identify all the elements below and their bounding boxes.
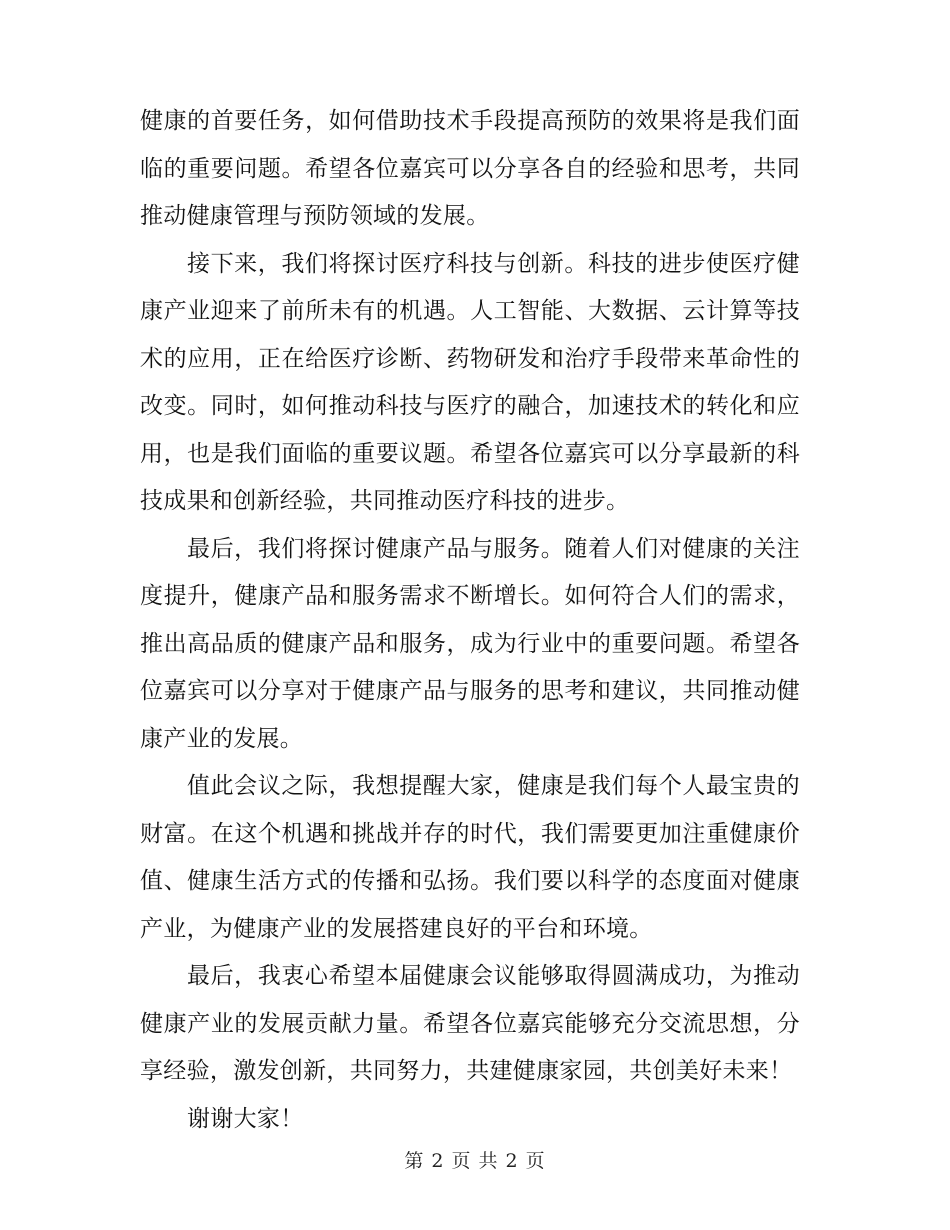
paragraph-3: 最后，我们将探讨健康产品与服务。随着人们对健康的关注度提升，健康产品和服务需求不断增长。如何符合人们的需求，推出高品质的健康产品和服务，成为行业中的重要问题。希望各位嘉宾可以分享对于健康产品与服务的思考和建议，共同推动健康产业的发展。	[140, 535, 800, 752]
paragraph-1: 健康的首要任务，如何借助技术手段提高预防的效果将是我们面临的重要问题。希望各位嘉宾可以分享各自的经验和思考，共同推动健康管理与预防领域的发展。	[140, 108, 800, 229]
paragraph-5: 最后，我衷心希望本届健康会议能够取得圆满成功，为推动健康产业的发展贡献力量。希望各位嘉宾能够充分交流思想，分享经验，激发创新，共同努力，共建健康家园，共创美好未来！	[140, 963, 800, 1084]
page-number-footer: 第 2 页 共 2 页	[404, 1150, 546, 1172]
document-body	[140, 98, 800, 1143]
paragraph-4: 值此会议之际，我想提醒大家，健康是我们每个人最宝贵的财富。在这个机遇和挑战并存的时代，我们需要更加注重健康价值、健康生活方式的传播和弘扬。我们要以科学的态度面对健康产业，为健康产业的发展搭建良好的平台和环境。	[140, 773, 800, 942]
paragraph-closing: 谢谢大家！	[187, 1105, 304, 1132]
paragraph-2: 接下来，我们将探讨医疗科技与创新。科技的进步使医疗健康产业迎来了前所未有的机遇。人工智能、大数据、云计算等技术的应用，正在给医疗诊断、药物研发和治疗手段带来革命性的改变。同时，如何推动科技与医疗的融合，加速技术的转化和应用，也是我们面临的重要议题。希望各位嘉宾可以分享最新的科技成果和创新经验，共同推动医疗科技的进步。	[140, 250, 800, 514]
